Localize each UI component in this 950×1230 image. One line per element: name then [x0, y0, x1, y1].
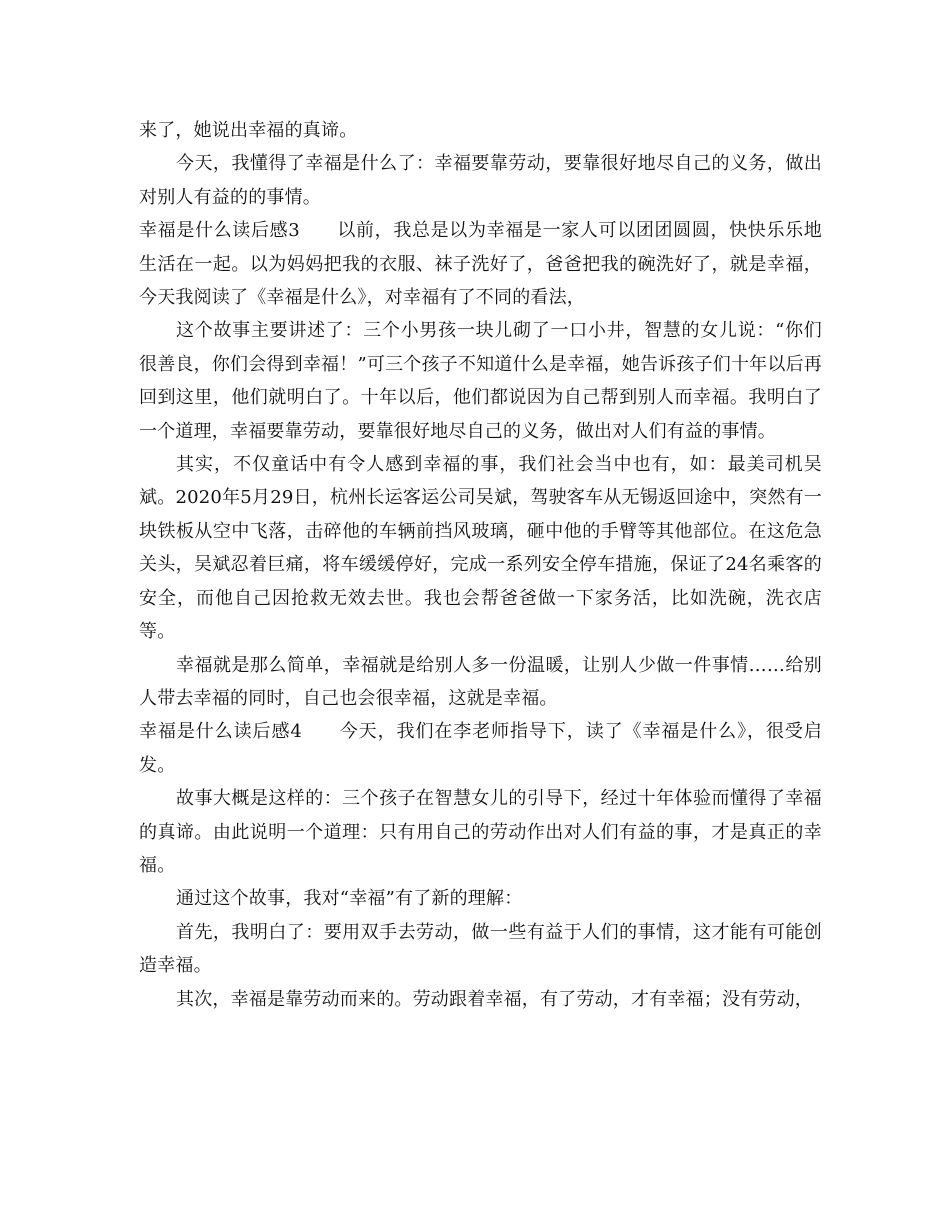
paragraph-4: 这个故事主要讲述了：三个小男孩一块儿砌了一口小井，智慧的女儿说：“你们很善良，你们会得到幸福！”可三个孩子不知道什么是幸福，她告诉孩子们十年以后再回到这里，他们就明白了。十年以后，他们都说因为自己帮到别人而幸福。我明白了一个道理，幸福要靠劳动，要靠很好地尽自己的义务，做出对人们有益的事情。	[139, 320, 822, 442]
section-3-paragraph	[139, 214, 822, 314]
paragraph-1: 来了，她说出幸福的真谛。	[139, 120, 358, 141]
section-4-paragraph	[139, 715, 822, 782]
section-title-3: 幸福是什么读后感3	[139, 220, 300, 242]
paragraph-5: 其实，不仅童话中有令人感到幸福的事，我们社会当中也有，如：最美司机吴斌。2020年5月29日，杭州长运客运公司吴斌，驾驶客车从无锡返回途中，突然有一块铁板从空中飞落，击碎他的车辆前挡风玻璃，砸中他的手臂等其他部位。在这危急关头，吴斌忍着巨痛，将车缓缓停好，完成一系列安全停车措施，保证了24名乘客的安全，而他自己因抢救无效去世。我也会帮爸爸做一下家务活，比如洗碗，洗衣店等。	[139, 454, 822, 643]
section-4-opening-text: 今天，我们在李老师指导下，读了《幸福是什么》，很受启发。	[139, 721, 822, 776]
document-body	[139, 114, 822, 1016]
paragraph-2: 今天，我懂得了幸福是什么了：幸福要靠劳动，要靠很好地尽自己的义务，做出对别人有益的的事情。	[139, 153, 822, 208]
section-title-4: 幸福是什么读后感4	[139, 721, 303, 743]
paragraph-8: 故事大概是这样的：三个孩子在智慧女儿的引导下，经过十年体验而懂得了幸福的真谛。由此说明一个道理：只有用自己的劳动作出对人们有益的事，才是真正的幸福。	[139, 788, 822, 876]
paragraph-6: 幸福就是那么简单，幸福就是给别人多一份温暖，让别人少做一件事情……给别人带去幸福的同时，自己也会很幸福，这就是幸福。	[139, 654, 822, 709]
paragraph-9: 通过这个故事，我对“幸福”有了新的理解：	[176, 888, 523, 910]
section-3-opening-text: 以前，我总是以为幸福是一家人可以团团圆圆，快快乐乐地生活在一起。以为妈妈把我的衣服、袜子洗好了，爸爸把我的碗洗好了，就是幸福，今天我阅读了《幸福是什么》，对幸福有了不同的看法，	[139, 220, 822, 309]
paragraph-10: 首先，我明白了：要用双手去劳动，做一些有益于人们的事情，这才能有可能创造幸福。	[139, 921, 822, 977]
paragraph-11: 其次，幸福是靠劳动而来的。劳动跟着幸福，有了劳动，才有幸福；没有劳动，	[176, 988, 813, 1010]
